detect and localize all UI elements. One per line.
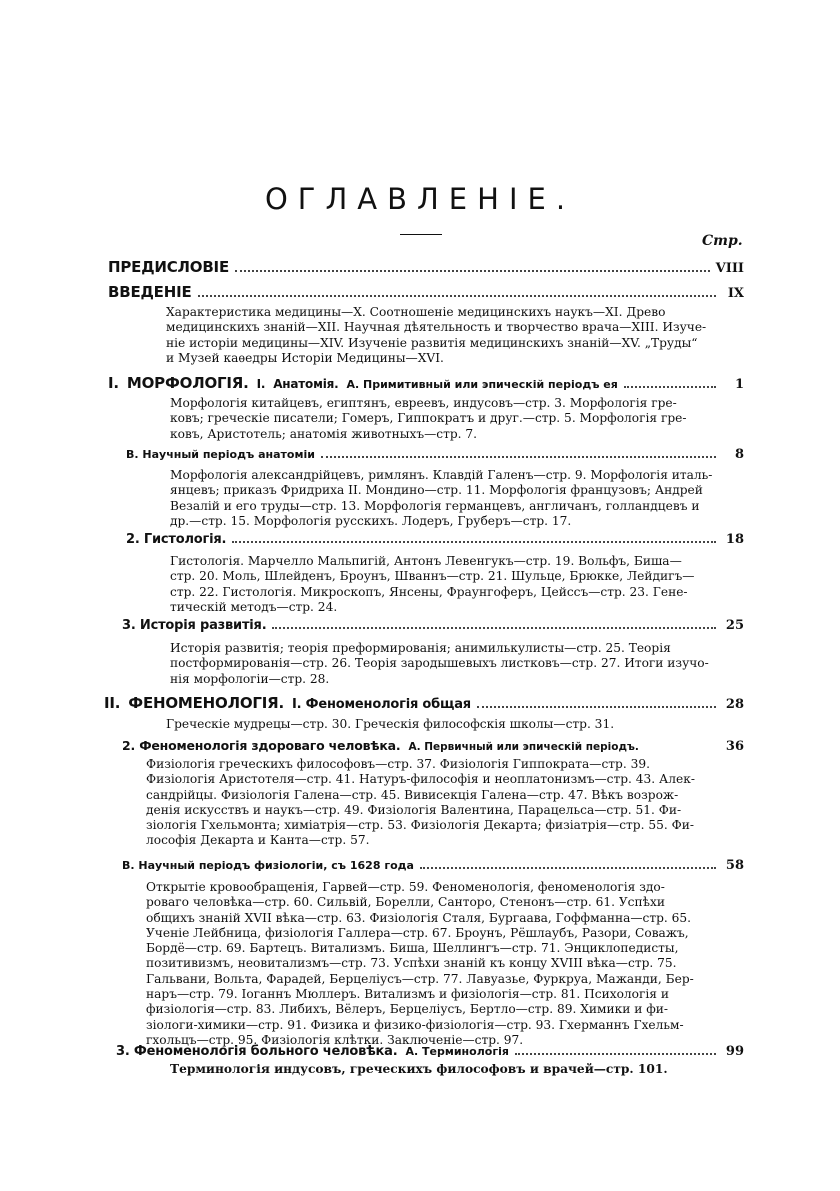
toc-entry-intro[interactable] (108, 283, 744, 301)
leader-dots (515, 1053, 716, 1055)
sub-label: Анатомія. (273, 377, 339, 391)
leader-dots (198, 295, 716, 297)
page-number: VIII (715, 261, 744, 276)
leader-dots (232, 541, 716, 543)
toc-entry-healthy-human[interactable] (122, 738, 744, 754)
toc-label: ПРЕДИСЛОВІЕ (108, 258, 229, 276)
title-rule (400, 234, 442, 235)
toc-label: 2. Гистологія. (126, 532, 227, 547)
page-number: 25 (725, 618, 744, 633)
toc-entry-preface[interactable] (108, 258, 744, 276)
toc-label: ФЕНОМЕНОЛОГІЯ. (128, 694, 284, 712)
toc-label: В. Научный періодъ анатоміи (126, 448, 315, 461)
page-column-header: Стр. (702, 233, 743, 249)
sub-label: I. Феноменологія общая (291, 697, 471, 712)
page-number: 18 (725, 532, 744, 547)
sub-detail: А. Терминологія (405, 1045, 509, 1058)
page-number: 8 (734, 447, 744, 462)
toc-entry-histology[interactable] (126, 532, 744, 547)
page-number: IX (727, 286, 744, 301)
toc-entry-development[interactable] (122, 618, 744, 633)
toc-label: 3. Исторія развитія. (122, 618, 267, 633)
sub-number: I. (256, 377, 266, 391)
toc-entry-phenomenology[interactable] (104, 694, 744, 712)
sub-detail: А. Примитивный или эпическій періодъ ея (346, 378, 618, 391)
page-number: 1 (734, 377, 744, 392)
toc-label: 3. Феноменологія больного человѣка. (116, 1044, 398, 1059)
sub-detail: А. Первичный или эпическій періодъ. (408, 741, 639, 753)
toc-description: Морфологія александрійцевъ, римлянъ. Клавдій Галенъ—стр. 9. Морфологія италь- янцевъ; приказъ Фридриха II. Мондино—стр. 11. Морфологія французовъ; Андрей Везалій и его труды—стр. 13. Морфологія германцевъ, англичанъ, голландцевъ и др.—стр. 15. Морфологія русскихъ. Лодеръ, Груберъ—стр. 17. (170, 468, 713, 528)
toc-description: Характеристика медицины—X. Соотношеніе медицинскихъ наукъ—XI. Древо медицинскихъ знаній—XII. Научная дѣятельность и творчество врача—XIII. Изуче- ніе исторіи медицины—XIV. Изученіе развитія медицинскихъ знаній—XV. „Труды“ и Музей каѳедры Исторіи Медицины—XVI. (166, 305, 707, 365)
toc-label: 2. Феноменологія здороваго человѣка. (122, 738, 401, 753)
page-number: 36 (725, 739, 744, 754)
toc-label: ВВЕДЕНІЕ (108, 283, 192, 301)
toc-entry-morphology[interactable] (108, 374, 744, 392)
leader-dots (420, 867, 716, 869)
leader-dots (624, 386, 716, 388)
toc-description: Исторія развитія; теорія преформированія; анимилькулисты—стр. 25. Теорія постформированія—стр. 26. Теорія зародышевыхъ листковъ—стр. 27. Итоги изучо- нія морфологіи—стр. 28. (170, 641, 709, 686)
section-number: I. (108, 374, 119, 392)
toc-description: Открытіе кровообращенія, Гарвей—стр. 59. Феноменологія, феноменологія здо- роваго человѣка—стр. 60. Сильвій, Борелли, Санторо, Стенонъ—стр. 61. Успѣхи общихъ знаній XVII вѣка—стр. 63. Физіологія Сталя, Бургаава, Гоффманна—стр. 65. Ученіе Лейбница, физіологія Галлера—стр. 67. Броунъ, Рёшлаубъ, Разори, Соважъ, Бордё—стр. 69. Бартецъ. Витализмъ. Биша, Шеллингъ—стр. 71. Энциклопедисты, позитивизмъ, неовитализмъ—стр. 73. Успѣхи знаній къ концу XVIII вѣка—стр. 75. Гальвани, Вольта, Фарадей, Берцеліусъ—стр. 77. Лавуазье, Фуркруа, Мажанди, Бер- наръ—стр. 79. Іоганнъ Мюллеръ. Витализмъ и физіологія—стр. 81. Психологія и физіологія—стр. 83. Либихъ, Вёлеръ, Берцеліусъ, Бертло—стр. 89. Химики и фи- зіологи-химики—стр. 91. Физика и физико-физіологія—стр. 93. Гхерманнъ Гхельм- гхольцъ—стр. 95. Физіологія клѣтки. Заключеніе—стр. 97. (146, 880, 694, 1047)
leader-dots (477, 706, 716, 708)
toc-description: Гистологія. Марчелло Мальпигій, Антонъ Левенгукъ—стр. 19. Вольфъ, Биша— стр. 20. Моль, Шлейденъ, Броунъ, Шваннъ—стр. 21. Шульце, Брюкке, Лейдигъ— стр. 22. Гистологія. Микроскопъ, Янсены, Фраунгоферъ, Цейссъ—стр. 23. Гене- тическій методъ—стр. 24. (170, 554, 695, 614)
toc-label: В. Научный періодъ физіологіи, съ 1628 года (122, 859, 414, 872)
page-number: 99 (725, 1044, 744, 1059)
toc-entry-anatomy-scientific[interactable] (126, 447, 744, 462)
page-number: 58 (725, 858, 744, 873)
leader-dots (272, 627, 716, 629)
toc-entry-sick-human[interactable] (116, 1044, 744, 1059)
section-number: II. (104, 694, 121, 712)
leader-dots (645, 748, 716, 750)
toc-description: Морфологія китайцевъ, египтянъ, евреевъ, индусовъ—стр. 3. Морфологія гре- ковъ; греческіе писатели; Гомеръ, Гиппократъ и друг.—стр. 5. Морфологія гре- ковъ, Аристотель; анатомія животныхъ—стр. 7. (170, 396, 687, 441)
toc-description: Греческіе мудрецы—стр. 30. Греческія философскія школы—стр. 31. (166, 717, 615, 731)
toc-label: МОРФОЛОГІЯ. (126, 374, 249, 392)
toc-entry-physiology-scientific[interactable] (122, 858, 744, 873)
page-title: ОГЛАВЛЕНІЕ. (264, 182, 576, 216)
page-number: 28 (725, 697, 744, 712)
toc-description: Физіологія греческихъ философовъ—стр. 37. Физіологія Гиппократа—стр. 39. Физіологія Аристотеля—стр. 41. Натуръ-философія и неоплатонизмъ—стр. 43. Алек- сандрійцы. Физіологія Галена—стр. 45. Вивисекція Галена—стр. 47. Вѣкъ возрож- денія искусствъ и наукъ—стр. 49. Физіологія Валентина, Парацельса—стр. 51. Фи- зіологія Гхельмонта; химіатрія—стр. 53. Физіологія Декарта; физіатрія—стр. 55. Фи- лософія Декарта и Канта—стр. 57. (146, 757, 695, 848)
leader-dots (235, 270, 710, 272)
leader-dots (321, 456, 716, 458)
toc-description: Терминологія индусовъ, греческихъ философовъ и врачей—стр. 101. (170, 1062, 668, 1076)
